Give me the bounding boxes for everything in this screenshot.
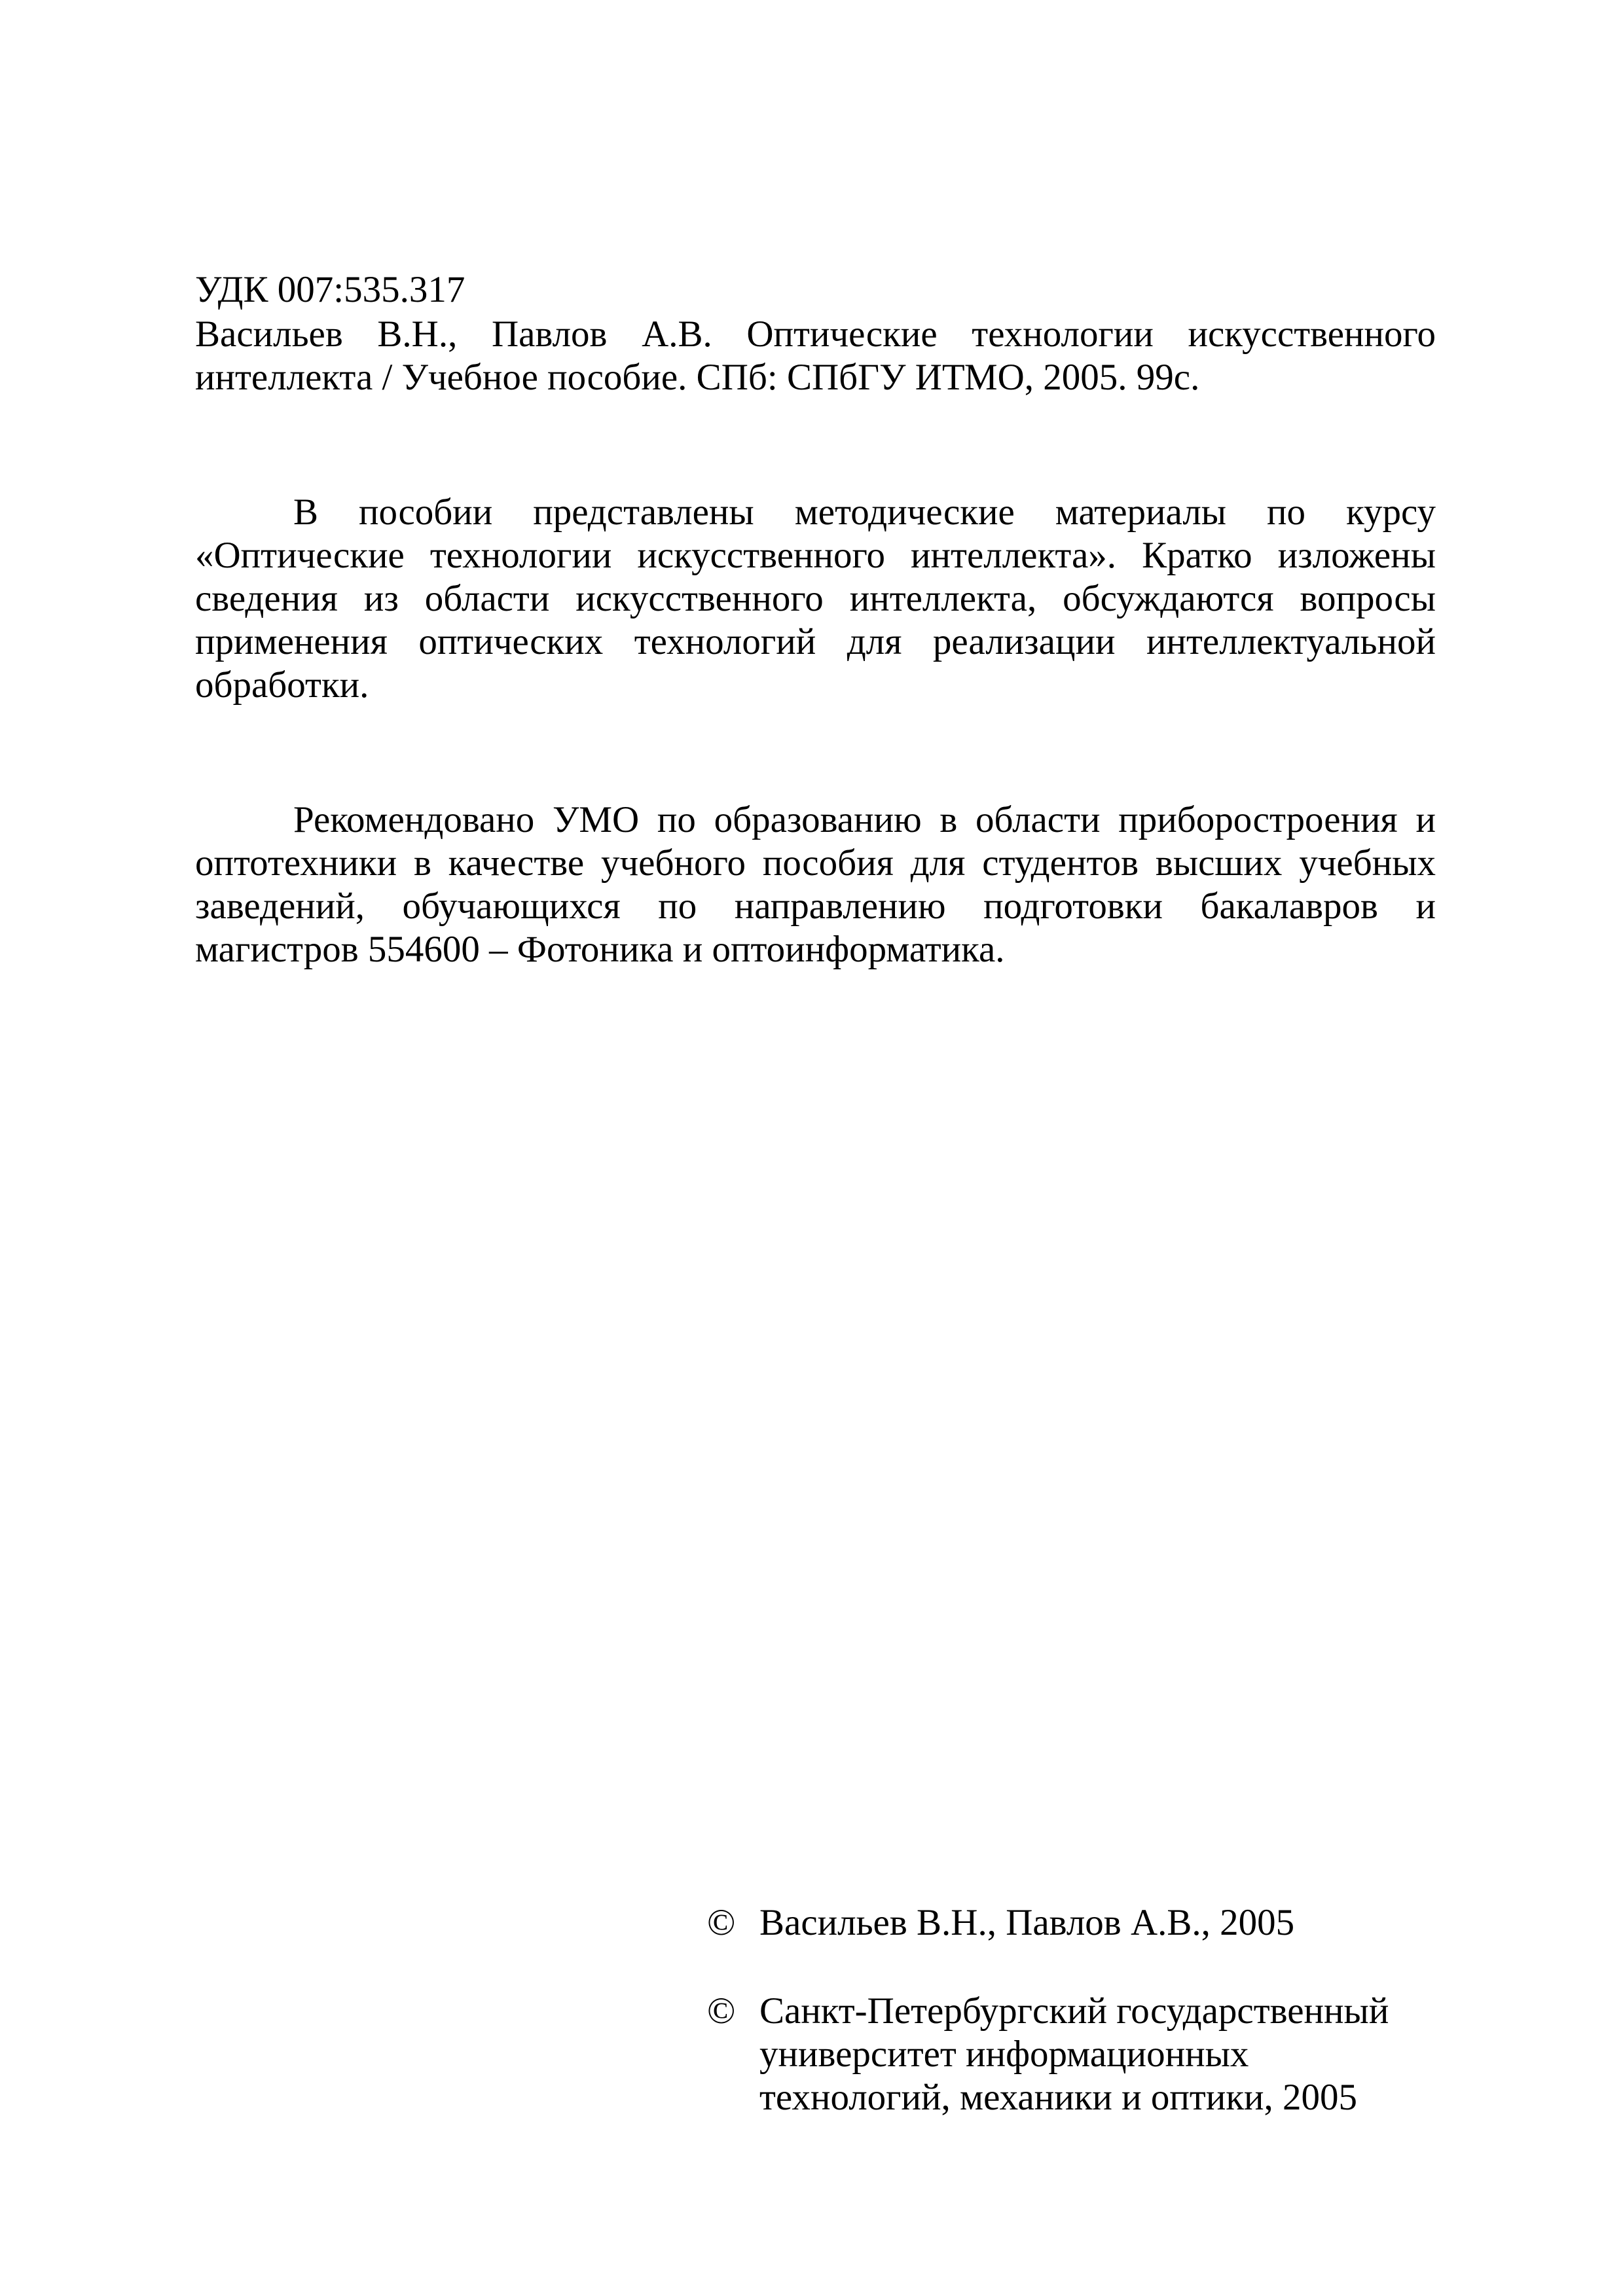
abstract-line: применения оптических технологий для реализации интеллектуальной (195, 621, 1436, 662)
recommendation-line: заведений, обучающихся по направлению подготовки бакалавров и (195, 886, 1436, 927)
copyright-row (707, 1901, 1493, 1945)
abstract-line: В пособии представлены методические материалы по курсу (293, 492, 1436, 533)
copyright-line: технологий, механики и оптики, 2005 (759, 2077, 1358, 2118)
abstract-line: сведения из области искусственного интеллекта, обсуждаются вопросы (195, 578, 1436, 619)
abstract-line: «Оптические технологии искусственного интеллекта». Кратко изложены (195, 535, 1436, 576)
recommendation-paragraph (195, 798, 1436, 971)
bibliographic-record (195, 313, 1436, 399)
copyright-row (707, 1990, 1493, 2119)
copyright-line: Васильев В.Н., Павлов А.В., 2005 (759, 1902, 1295, 1943)
copyright-icon: © (707, 1902, 736, 1943)
copyright-icon: © (707, 1990, 736, 2032)
copyright-line: университет информационных (759, 2034, 1249, 2075)
abstract-paragraph (195, 491, 1436, 707)
biblio-line-1: Васильев В.Н., Павлов А.В. Оптические технологии искусственного (195, 314, 1436, 355)
copyright-line: Санкт-Петербургский государственный (759, 1990, 1389, 2032)
copyright-text (759, 1901, 1493, 1945)
recommendation-line: магистров 554600 – Фотоника и оптоинформатика. (195, 929, 1005, 970)
copyright-text (759, 1990, 1493, 2119)
udc-code (195, 268, 1436, 312)
copyright-authors (707, 1901, 1493, 1945)
abstract-line: обработки. (195, 664, 369, 706)
biblio-line-2: интеллекта / Учебное пособие. СПб: СПбГУ ИТМО, 2005. 99с. (195, 357, 1200, 398)
recommendation-line: Рекомендовано УМО по образованию в области приборостроения и (293, 799, 1436, 840)
recommendation-line: оптотехники в качестве учебного пособия для студентов высших учебных (195, 842, 1436, 884)
udc-line: УДК 007:535.317 (195, 269, 465, 310)
copyright-university (707, 1990, 1493, 2119)
